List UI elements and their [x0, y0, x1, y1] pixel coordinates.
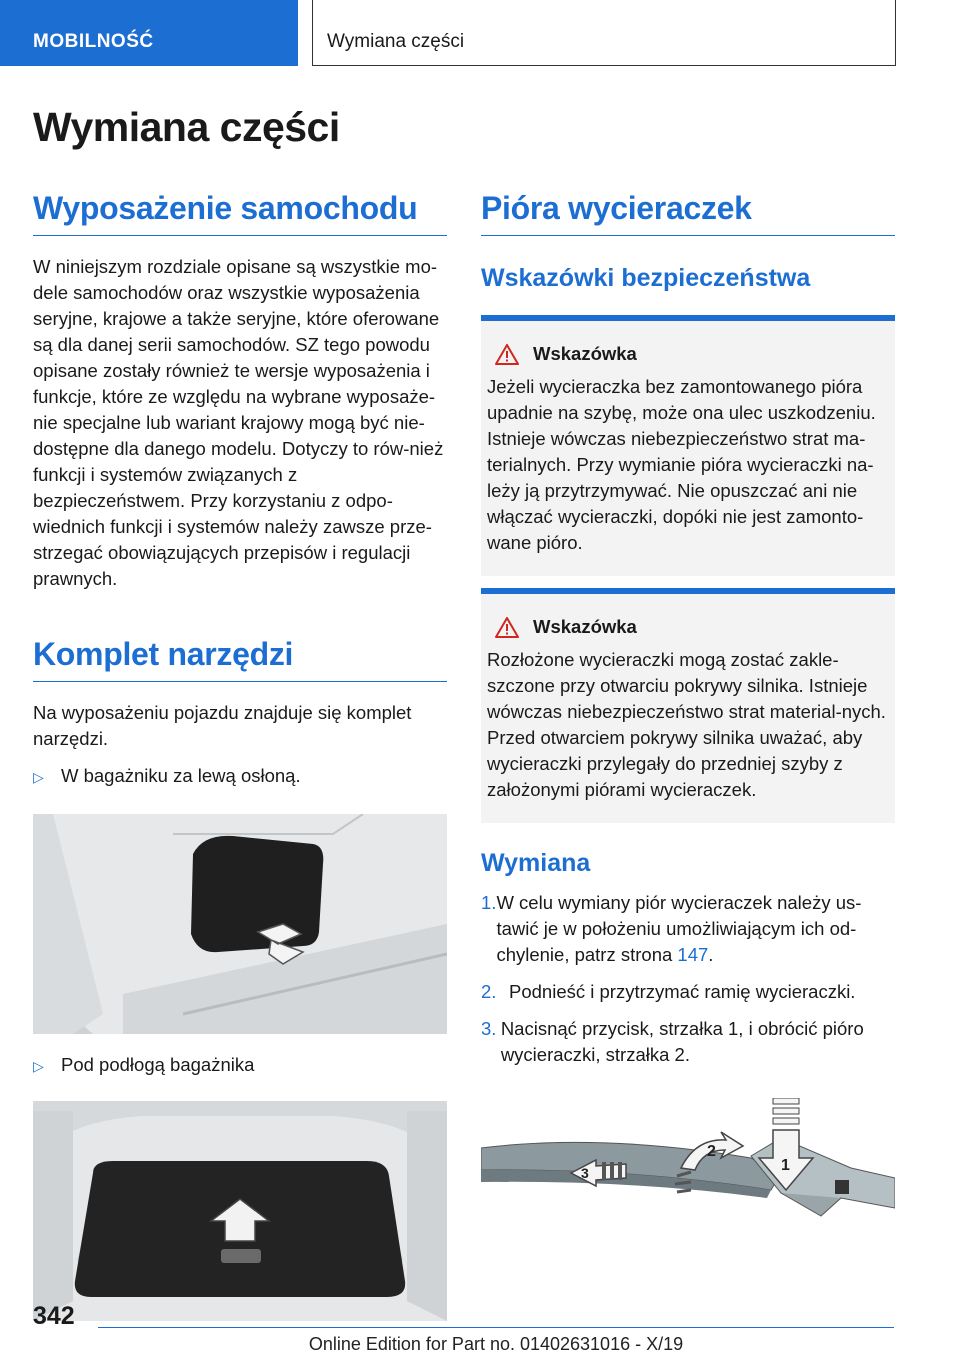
warning-header [495, 343, 887, 365]
wiper-blade-illustration [481, 1098, 895, 1278]
bullet-triangle-icon: ▷ [33, 1058, 44, 1074]
page-number: 342 [33, 1302, 75, 1330]
replacement-heading: Wymiana [481, 849, 591, 877]
trunk-floor-illustration [33, 1101, 447, 1321]
list-item [481, 1016, 895, 1068]
warning-text: Jeżeli wycieraczka bez zamontowanego pióra upadnie na szybę, może ona ulec uszkodzeniu. Istnieje wówczas niebezpieczeństwo strat ma-terialnych. Przy wymianie pióra wycieraczki na-leży ją przytrzymywać. Nie opuszczać ani nie włączać wycieraczki, dopóki nie jest zamonto-wane pióro. [487, 376, 876, 553]
bullet-item [33, 1052, 447, 1079]
warning-text: Rozłożone wycieraczki mogą zostać zakle-szczone przy otwarciu pokrywy silnika. Istnieje wówczas niebezpieczeństwo strat material-nych. Przed otwarciem pokrywy silnika uważać, aby wycieraczki przylegały do przedniej szyby z założonymi piórami wycieraczek. [487, 649, 886, 800]
arrow-label: 2 [707, 1143, 716, 1160]
step-number: 3. [481, 1018, 497, 1039]
step-text: Podnieść i przytrzymać ramię wycieraczki. [509, 981, 856, 1002]
trunk-side-panel-image [33, 814, 447, 1034]
list-item [481, 890, 895, 968]
left-column [33, 190, 447, 1321]
page-title: Wymiana części [33, 104, 340, 150]
list-item [481, 979, 895, 1005]
trunk-floor-image [33, 1101, 447, 1321]
chapter-title: Wymiana części [312, 0, 896, 66]
wiper-blades-heading: Pióra wycieraczek [481, 190, 895, 236]
warning-label: Wskazówka [533, 343, 637, 364]
equipment-text: W niniejszym rozdziale opisane są wszystkie mo-dele samochodów oraz wszystkie wyposażenia seryjne, krajowe a także seryjne, które oferowane są dla danej serii samochodów. SZ tego powodu opisane zostały również te wersje wyposażenia i funkcje, które ze względu na wybrane wyposaże-nie specjalne lub wariant krajowy mogą być nie-dostępne dla danego modelu. Dotyczy to rów-nież funkcji i systemów związanych z bezpieczeństwem. Przy korzystaniu z odpo-wiednich funkcji i systemów należy zawsze prze-strzegać obowiązujących przepisów i regulacji prawnych. [33, 256, 444, 589]
steps-list [481, 890, 895, 1068]
step-text: W celu wymiany piór wycieraczek należy us-tawić je w położeniu umożliwiającym ich od-chylenie, patrz strona 147. [496, 892, 862, 965]
bullet-item [33, 763, 447, 790]
warning-box [481, 315, 895, 576]
wiper-blade-image [481, 1098, 895, 1278]
step-number: 2. [481, 981, 497, 1002]
toolkit-heading: Komplet narzędzi [33, 636, 447, 682]
bullet-triangle-icon: ▷ [33, 769, 44, 785]
warning-triangle-icon [495, 344, 519, 365]
warning-triangle-icon [495, 617, 519, 638]
step-text: Nacisnąć przycisk, strzałka 1, i obrócić pióro wycieraczki, strzałka 2. [500, 1018, 864, 1065]
arrow-label: 1 [781, 1157, 790, 1174]
trunk-side-panel-illustration [33, 814, 447, 1034]
toolkit-text: Na wyposażeniu pojazdu znajduje się komplet narzędzi. [33, 702, 412, 749]
warning-box [481, 588, 895, 823]
bullet-text: Pod podłogą bagażnika [61, 1054, 255, 1075]
section-tab: MOBILNOŚĆ [0, 0, 298, 66]
step-number: 1. [481, 892, 497, 913]
footer-edition: Online Edition for Part no. 01402631016 - X/19 [98, 1327, 894, 1355]
arrow-label: 3 [581, 1165, 589, 1181]
right-column [481, 190, 895, 1278]
warning-label: Wskazówka [533, 616, 637, 637]
equipment-heading: Wyposażenie samochodu [33, 190, 447, 236]
safety-heading: Wskazówki bezpieczeństwa [481, 264, 811, 292]
page-header [0, 0, 960, 66]
bullet-text: W bagażniku za lewą osłoną. [61, 765, 301, 786]
page-reference-link[interactable]: 147 [677, 944, 709, 965]
warning-header [495, 616, 887, 638]
